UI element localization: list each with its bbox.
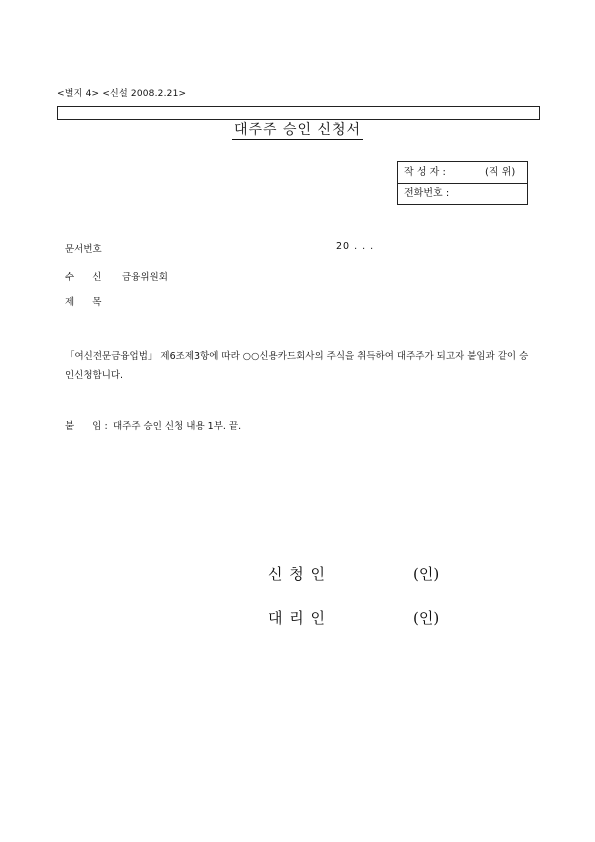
author-row xyxy=(398,162,527,184)
agent-label: 대 리 인 xyxy=(268,609,327,627)
attachment-label: 붙 임 : xyxy=(65,421,108,432)
doc-number-label: 문서번호 xyxy=(65,244,102,255)
attachment-text: 대주주 승인 신청 내용 1부. 끝. xyxy=(113,421,242,432)
subject-label: 제 목 xyxy=(65,297,102,308)
phone-label: 전화번호 : xyxy=(404,188,450,199)
recipient-value: 금융위원회 xyxy=(122,272,168,283)
header-note: <별지 4> <신설 2008.2.21> xyxy=(57,89,187,99)
document-title-text: 대주주 승인 신청서 xyxy=(233,122,362,138)
body-paragraph: 「여신전문금융업법」 제6조제3항에 따라 ○○신용카드회사의 주식을 취득하여 대주주가 되고자 붙임과 같이 승인신청합니다. xyxy=(65,351,529,381)
date-placeholder: 20 . . . xyxy=(336,241,375,252)
recipient-label: 수 신 xyxy=(65,272,102,283)
author-position: (직 위) xyxy=(485,167,516,178)
applicant-label: 신 청 인 xyxy=(268,565,327,583)
document-title xyxy=(0,119,595,139)
author-box xyxy=(397,161,528,205)
agent-seal: (인) xyxy=(413,609,440,627)
applicant-seal: (인) xyxy=(413,565,440,583)
phone-row xyxy=(398,183,527,204)
author-label: 작 성 자 : xyxy=(404,167,446,178)
header-bar xyxy=(57,106,540,120)
